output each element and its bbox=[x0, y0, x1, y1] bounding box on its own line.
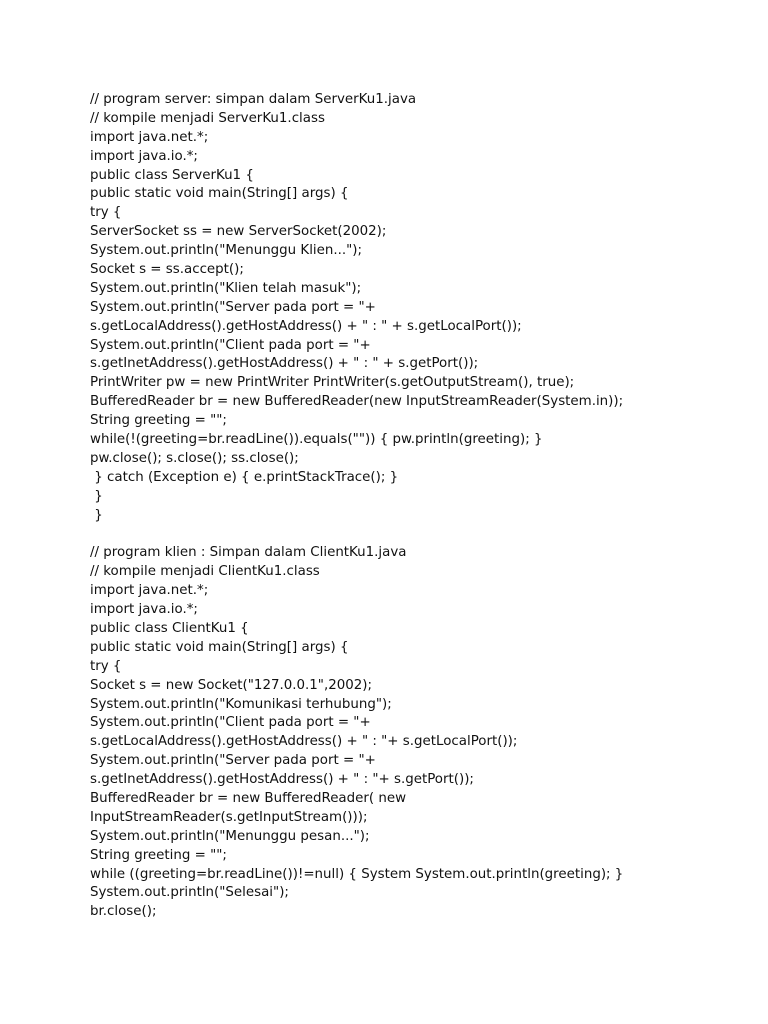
client-code-line: System.out.println("Komunikasi terhubung"); bbox=[90, 696, 392, 712]
client-code-line: try { bbox=[90, 658, 122, 674]
client-code-line: String greeting = ""; bbox=[90, 847, 227, 863]
server-code-line: import java.io.*; bbox=[90, 148, 198, 164]
client-code-line: br.close(); bbox=[90, 904, 157, 920]
client-code-line: InputStreamReader(s.getInputStream())); bbox=[90, 809, 368, 825]
client-code-line: import java.io.*; bbox=[90, 602, 198, 618]
server-code-line: pw.close(); s.close(); ss.close(); bbox=[90, 450, 299, 466]
document-body bbox=[90, 91, 750, 922]
server-code-line: System.out.println("Klien telah masuk"); bbox=[90, 280, 362, 296]
server-code-line: System.out.println("Menunggu Klien..."); bbox=[90, 243, 363, 259]
server-code-line: ServerSocket ss = new ServerSocket(2002); bbox=[90, 224, 387, 240]
client-code-line: public static void main(String[] args) { bbox=[90, 639, 349, 655]
client-code-line: BufferedReader br = new BufferedReader( new bbox=[90, 790, 407, 806]
server-code-line: System.out.println("Server pada port = "+ bbox=[90, 299, 376, 315]
server-code-line: while(!(greeting=br.readLine()).equals("")) { pw.println(greeting); } bbox=[90, 432, 543, 448]
client-code-line: // kompile menjadi ClientKu1.class bbox=[90, 564, 320, 580]
server-code-line: try { bbox=[90, 205, 122, 221]
client-code-line: // program klien : Simpan dalam ClientKu1.java bbox=[90, 545, 407, 561]
client-code-line: System.out.println("Selesai"); bbox=[90, 885, 289, 901]
client-code-line: Socket s = new Socket("127.0.0.1",2002); bbox=[90, 677, 373, 693]
server-code-line: } bbox=[90, 488, 103, 504]
client-code-line: while ((greeting=br.readLine())!=null) { System System.out.println(greeting); } bbox=[90, 866, 624, 882]
client-code-line: System.out.println("Client pada port = "+ bbox=[90, 715, 371, 731]
server-code-line: s.getInetAddress().getHostAddress() + " : " + s.getPort()); bbox=[90, 356, 479, 372]
server-code-line: } catch (Exception e) { e.printStackTrace(); } bbox=[90, 469, 399, 485]
client-code-line: public class ClientKu1 { bbox=[90, 620, 249, 636]
client-code-line: s.getLocalAddress().getHostAddress() + " : "+ s.getLocalPort()); bbox=[90, 734, 518, 750]
server-code-line: BufferedReader br = new BufferedReader(new InputStreamReader(System.in)); bbox=[90, 394, 624, 410]
server-program-block bbox=[90, 91, 750, 525]
server-code-line: Socket s = ss.accept(); bbox=[90, 262, 244, 278]
server-code-line: // kompile menjadi ServerKu1.class bbox=[90, 110, 325, 126]
server-code-line: } bbox=[90, 507, 103, 523]
server-code-line: import java.net.*; bbox=[90, 129, 209, 145]
client-code-line: import java.net.*; bbox=[90, 583, 209, 599]
client-program-block bbox=[90, 544, 750, 922]
server-code-line: s.getLocalAddress().getHostAddress() + " : " + s.getLocalPort()); bbox=[90, 318, 522, 334]
client-code-line: System.out.println("Menunggu pesan..."); bbox=[90, 828, 370, 844]
server-code-line: // program server: simpan dalam ServerKu1.java bbox=[90, 92, 417, 107]
server-code-line: public static void main(String[] args) { bbox=[90, 186, 349, 202]
server-code-line: String greeting = ""; bbox=[90, 413, 227, 429]
server-code-line: System.out.println("Client pada port = "+ bbox=[90, 337, 371, 353]
blank-line-separator bbox=[90, 525, 750, 544]
server-code-line: public class ServerKu1 { bbox=[90, 167, 254, 183]
client-code-line: System.out.println("Server pada port = "+ bbox=[90, 753, 376, 769]
server-code-line: PrintWriter pw = new PrintWriter PrintWriter(s.getOutputStream(), true); bbox=[90, 375, 575, 391]
client-code-line: s.getInetAddress().getHostAddress() + " : "+ s.getPort()); bbox=[90, 772, 474, 788]
